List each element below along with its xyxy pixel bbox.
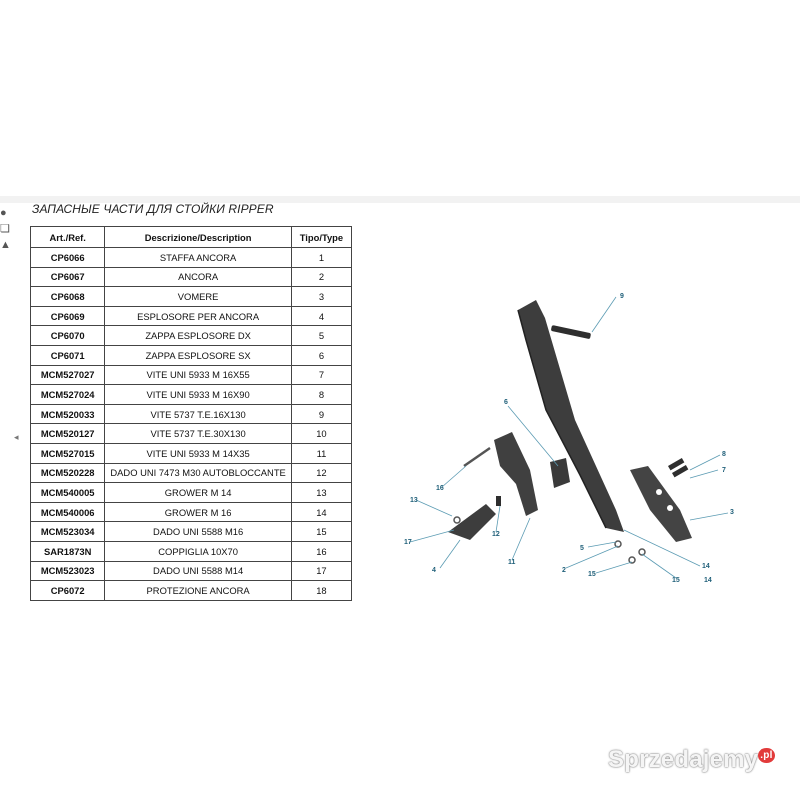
cell-type: 18 bbox=[291, 581, 351, 601]
cell-desc: DADO UNI 7473 M30 AUTOBLOCCANTE bbox=[105, 463, 291, 483]
cell-type: 5 bbox=[291, 326, 351, 346]
table-row bbox=[31, 561, 352, 581]
callout-number: 2 bbox=[562, 567, 566, 574]
cell-desc: PROTEZIONE ANCORA bbox=[105, 581, 291, 601]
table-row bbox=[31, 306, 352, 326]
document-title: ЗАПАСНЫЕ ЧАСТИ ДЛЯ СТОЙКИ RIPPER bbox=[32, 202, 274, 216]
bracket-part bbox=[550, 458, 570, 488]
callout-number: 11 bbox=[508, 559, 516, 566]
cell-type: 1 bbox=[291, 248, 351, 268]
table-row bbox=[31, 365, 352, 385]
callout-number: 14 bbox=[702, 563, 710, 570]
cell-desc: DADO UNI 5588 M16 bbox=[105, 522, 291, 542]
cell-ref: MCM520127 bbox=[31, 424, 105, 444]
cell-ref: CP6066 bbox=[31, 248, 105, 268]
callout-number: 6 bbox=[504, 399, 508, 406]
cell-type: 3 bbox=[291, 287, 351, 307]
exploded-diagram bbox=[380, 270, 800, 600]
cell-desc: ZAPPA ESPLOSORE SX bbox=[105, 345, 291, 365]
cell-type: 13 bbox=[291, 483, 351, 503]
cell-desc: VITE UNI 5933 M 16X55 bbox=[105, 365, 291, 385]
table-row bbox=[31, 326, 352, 346]
table-row bbox=[31, 541, 352, 561]
callout-number: 12 bbox=[492, 531, 500, 538]
lock-icon[interactable]: ● bbox=[0, 207, 7, 219]
cell-ref: MCM540006 bbox=[31, 502, 105, 522]
callout-number: 3 bbox=[730, 509, 734, 516]
cell-ref: SAR1873N bbox=[31, 541, 105, 561]
cell-desc: VITE 5737 T.E.16X130 bbox=[105, 404, 291, 424]
watermark-tld: .pl bbox=[760, 750, 773, 761]
cell-desc: ZAPPA ESPLOSORE DX bbox=[105, 326, 291, 346]
cell-type: 9 bbox=[291, 404, 351, 424]
cell-desc: COPPIGLIA 10X70 bbox=[105, 541, 291, 561]
cell-desc: VITE 5737 T.E.30X130 bbox=[105, 424, 291, 444]
cell-ref: MCM520033 bbox=[31, 404, 105, 424]
table-header-row bbox=[31, 227, 352, 248]
table-row bbox=[31, 385, 352, 405]
parts-table bbox=[30, 226, 352, 601]
cell-desc: STAFFA ANCORA bbox=[105, 248, 291, 268]
callout-number: 13 bbox=[410, 497, 418, 504]
cell-desc: VOMERE bbox=[105, 287, 291, 307]
table-row bbox=[31, 443, 352, 463]
callout-number: 5 bbox=[580, 545, 584, 552]
table-row bbox=[31, 522, 352, 542]
callout-number: 16 bbox=[436, 485, 444, 492]
callout-number: 8 bbox=[722, 451, 726, 458]
callout-number: 15 bbox=[588, 571, 596, 578]
share-part bbox=[630, 466, 692, 542]
cell-desc: VITE UNI 5933 M 16X90 bbox=[105, 385, 291, 405]
top-blank-area bbox=[0, 0, 800, 196]
cell-type: 4 bbox=[291, 306, 351, 326]
callout-number: 9 bbox=[620, 293, 624, 300]
cell-desc: ANCORA bbox=[105, 267, 291, 287]
copy-icon[interactable]: ❏ bbox=[0, 223, 10, 235]
cell-type: 12 bbox=[291, 463, 351, 483]
cell-desc: GROWER M 16 bbox=[105, 502, 291, 522]
cell-desc: VITE UNI 5933 M 14X35 bbox=[105, 443, 291, 463]
callout-number: 7 bbox=[722, 467, 726, 474]
cell-ref: MCM527024 bbox=[31, 385, 105, 405]
header-ref: Art./Ref. bbox=[31, 227, 105, 248]
table-row bbox=[31, 483, 352, 503]
cell-ref: MCM520228 bbox=[31, 463, 105, 483]
parts-table-body bbox=[31, 248, 352, 601]
table-row bbox=[31, 502, 352, 522]
cell-type: 7 bbox=[291, 365, 351, 385]
watermark bbox=[608, 746, 775, 774]
cell-ref: MCM527015 bbox=[31, 443, 105, 463]
top-bolt bbox=[551, 325, 591, 339]
cell-ref: CP6072 bbox=[31, 581, 105, 601]
header-description: Descrizione/Description bbox=[105, 227, 291, 248]
watermark-text: Sprzedajemy bbox=[608, 746, 759, 773]
table-row bbox=[31, 248, 352, 268]
cell-type: 14 bbox=[291, 502, 351, 522]
cell-ref: CP6069 bbox=[31, 306, 105, 326]
cell-desc: ESPLOSORE PER ANCORA bbox=[105, 306, 291, 326]
cell-type: 8 bbox=[291, 385, 351, 405]
callout-number: 4 bbox=[432, 567, 436, 574]
table-row bbox=[31, 345, 352, 365]
cell-ref: MCM523034 bbox=[31, 522, 105, 542]
side-toolbar bbox=[0, 205, 14, 253]
bolt-11 bbox=[496, 496, 501, 506]
cell-type: 16 bbox=[291, 541, 351, 561]
cell-ref: CP6067 bbox=[31, 267, 105, 287]
table-row bbox=[31, 287, 352, 307]
tag-icon[interactable]: ▲ bbox=[0, 239, 11, 251]
cell-type: 17 bbox=[291, 561, 351, 581]
callout-number: 15 bbox=[672, 577, 680, 584]
cell-desc: GROWER M 14 bbox=[105, 483, 291, 503]
cell-type: 15 bbox=[291, 522, 351, 542]
table-row bbox=[31, 581, 352, 601]
callout-number: 17 bbox=[404, 539, 412, 546]
cell-ref: CP6070 bbox=[31, 326, 105, 346]
callout-number: 14 bbox=[704, 577, 712, 584]
cell-ref: MCM540005 bbox=[31, 483, 105, 503]
cell-type: 2 bbox=[291, 267, 351, 287]
collapse-arrow-icon[interactable]: ◂ bbox=[14, 432, 19, 442]
cell-desc: DADO UNI 5588 M14 bbox=[105, 561, 291, 581]
header-type: Tipo/Type bbox=[291, 227, 351, 248]
table-row bbox=[31, 463, 352, 483]
cell-ref: CP6068 bbox=[31, 287, 105, 307]
pin-16 bbox=[464, 448, 490, 466]
cell-type: 10 bbox=[291, 424, 351, 444]
cell-type: 6 bbox=[291, 345, 351, 365]
cell-ref: MCM527027 bbox=[31, 365, 105, 385]
cell-ref: MCM523023 bbox=[31, 561, 105, 581]
table-row bbox=[31, 404, 352, 424]
cell-type: 11 bbox=[291, 443, 351, 463]
table-row bbox=[31, 424, 352, 444]
table-row bbox=[31, 267, 352, 287]
cell-ref: CP6071 bbox=[31, 345, 105, 365]
